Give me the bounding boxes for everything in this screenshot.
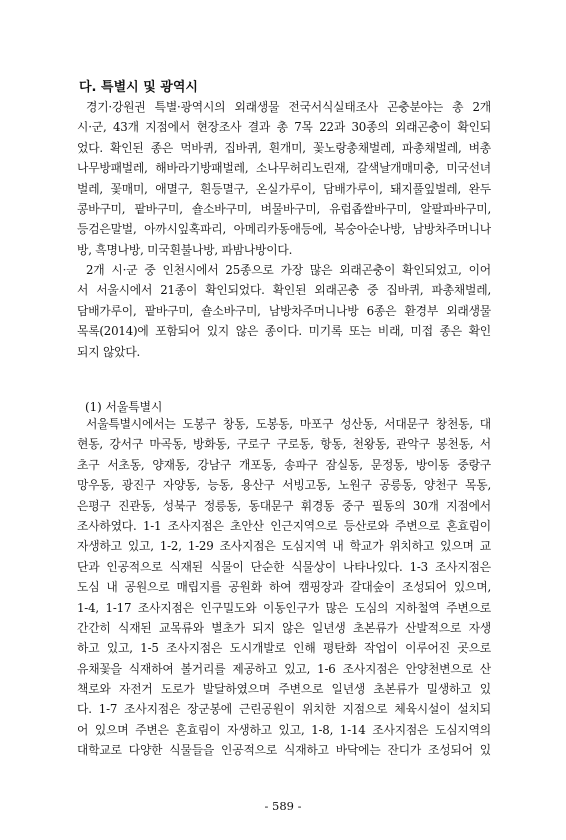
text-line: 단과 인공적으로 식재된 식물이 단순한 식물상이 나타나있다. 1-3 조사지점은 [77, 559, 491, 574]
text-line: 조사하였다. 1-1 조사지점은 초안산 인근지역으로 등산로와 주변으로 혼효림이 [77, 518, 491, 533]
text-line: 하고 있고, 1-5 조사지점은 도시개발로 인해 평탄화 작업이 이루어진 곳으로 [77, 641, 491, 656]
text-line: 책로와 자전거 도로가 발달하였으며 주변으로 일년생 초본류가 밀생하고 있 [77, 682, 491, 697]
text-line: 어 있으며 주변은 혼효림이 자생하고 있고, 1-8, 1-14 조사지점은 도심지역의 [77, 722, 491, 737]
text-line: 초구 서초동, 양재동, 강남구 개포동, 송파구 잠실동, 문정동, 방이동 중랑구 [77, 457, 491, 472]
text-line: 등검은말벌, 아까시잎혹파리, 아메리카동애등에, 복숭아순나방, 남방차주머니나 [77, 222, 491, 237]
text-line: 방, 흑명나방, 미국흰불나방, 파밤나방이다. [77, 242, 293, 257]
text-line: 간간히 식재된 교목류와 별초가 되지 않은 일년생 초본류가 산발적으로 자생 [77, 620, 491, 635]
text-line: 었다. 확인된 종은 먹바퀴, 집바퀴, 흰개미, 꽃노랑총채벌레, 파총채벌레, 벼총 [77, 140, 491, 155]
text-line: 다. 1-7 조사지점은 장군봉에 근린공원이 위치한 지점으로 체육시설이 설치되 [77, 702, 491, 717]
section-heading: 다. 특별시 및 광역시 [79, 80, 198, 95]
text-line: 현동, 강서구 마곡동, 방화동, 구로구 구로동, 항동, 천왕동, 관악구 봉천동, 서 [77, 437, 491, 452]
paragraph-overview [77, 97, 491, 260]
text-line: 2개 시·군 중 인천시에서 25종으로 가장 많은 외래곤충이 확인되었고, 이어 [86, 263, 491, 277]
text-line: 서울특별시에서는 도봉구 창동, 도봉동, 마포구 성산동, 서대문구 창천동, 대 [86, 417, 491, 431]
text-line: 목록(2014)에 포함되어 있지 않은 종이다. 미기록 또는 비래, 미접 종은 확인 [77, 324, 491, 339]
text-line: 서 서울시에서 21종이 확인되었다. 확인된 외래곤충 중 집바퀴, 파총채벌레, [77, 283, 491, 298]
paragraph-summary [77, 260, 491, 362]
text-line: 자생하고 있고, 1-2, 1-29 조사지점은 도심지역 내 학교가 위치하고 있으며 교 [77, 539, 491, 554]
text-line: 경기·강원권 특별·광역시의 외래생물 전국서식실태조사 곤충분야는 총 2개 [86, 100, 491, 114]
paragraph-seoul [77, 414, 491, 761]
text-line: 벌레, 꽃매미, 애멸구, 흰등멸구, 온실가루이, 담배가루이, 돼지풀잎벌레, 완두 [77, 181, 491, 196]
text-line: 은평구 진관동, 성북구 정릉동, 동대문구 휘경동 중구 필동의 30개 지점에서 [77, 498, 491, 513]
text-line: 나무방패벌레, 해바라기방패벌레, 소나무허리노린재, 갈색날개매미충, 미국선녀 [77, 161, 491, 176]
text-line: 담배가루이, 팥바구미, 숄소바구미, 남방차주머니나방 6종은 환경부 외래생물 [77, 303, 491, 318]
text-line: 1-4, 1-17 조사지점은 인구밀도와 이동인구가 많은 도심의 지하철역 주변으로 [77, 600, 491, 615]
subsection-heading: (1) 서울특별시 [85, 400, 163, 414]
text-line: 유채꽃을 식재하여 볼거리를 제공하고 있고, 1-6 조사지점은 안양천변으로 산 [77, 661, 491, 676]
text-line: 대학교로 다양한 식물들을 인공적으로 식재하고 바닥에는 잔디가 조성되어 있 [77, 743, 491, 758]
text-line: 도심 내 공원으로 매립지를 공원화 하여 캠핑장과 갈대숲이 조성되어 있으며, [77, 580, 491, 595]
text-line: 시·군, 43개 지점에서 현장조사 결과 총 7목 22과 30종의 외래곤충이 확인되 [77, 120, 491, 135]
text-line: 망우동, 광진구 자양동, 능동, 용산구 서빙고동, 노원구 공릉동, 양천구 목동, [77, 478, 491, 493]
page-number: - 589 - [264, 799, 302, 813]
text-line: 콩바구미, 팥바구미, 숄소바구미, 벼물바구미, 유럽좁쌀바구미, 알팔파바구미, [77, 201, 491, 216]
text-line: 되지 않았다. [77, 344, 141, 359]
